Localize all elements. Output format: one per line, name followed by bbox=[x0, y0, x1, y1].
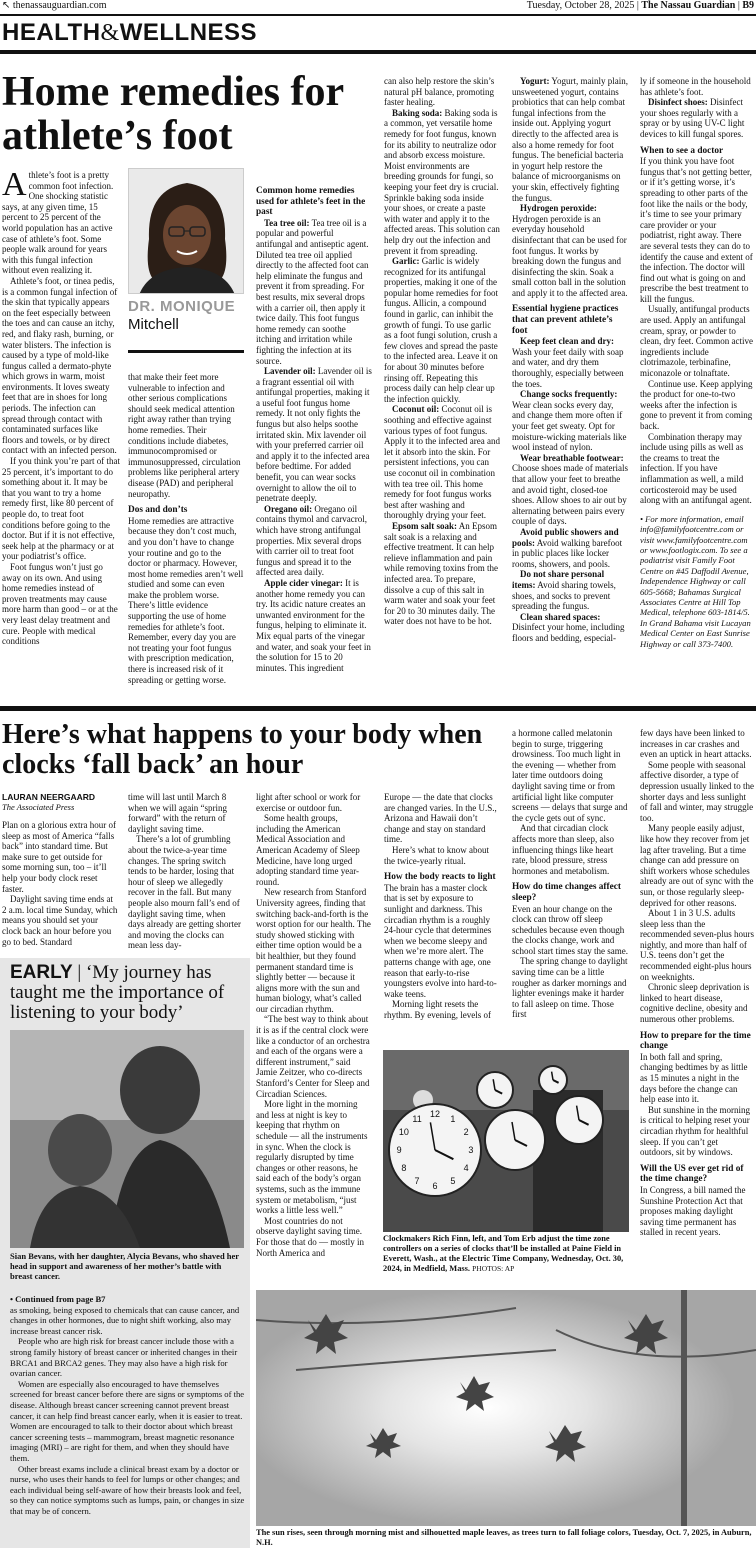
author-first-name: DR. MONIQUE bbox=[128, 298, 236, 315]
hygiene-item: Disinfect shoes: Disinfect your shoes regularly with a spray or by using UV-C light devices to kill fungal spores. bbox=[640, 97, 745, 139]
paragraph: In both fall and spring, changing bedtimes by as little as 15 minutes a night in the days before the change can help ease into it. bbox=[640, 1051, 748, 1105]
article2-col1 bbox=[2, 820, 118, 952]
paragraph: In Congress, a bill named the Sunshine Protection Act that proposes making daylight saving time permanent has stalled in recent years. bbox=[640, 1184, 746, 1238]
paragraph: Combination therapy may include using pills as well as the creams to treat the infection. If you have inflammation as well, a mild corticosteroid may be used along with an antifungal agent. bbox=[640, 431, 752, 506]
sleep-subhead: How do time changes affect sleep? bbox=[512, 882, 621, 903]
paragraph: few days have been linked to increases in car crashes and even an uptick in heart attacks. bbox=[640, 728, 752, 760]
lead-paragraph: Athlete’s foot is a pretty common foot infection. One shocking statistic says, at any given time, 15 percent to 25 percent of the world population has an active case of athlete’s foot. Some people walk around for years with this fungal infection without even realizing it. bbox=[2, 170, 114, 276]
maple-leaves-caption: The sun rises, seen through morning mist and silhouetted maple leaves, as trees turn to fall foliage colors, Tuesday, Oct. 7, 2025, in Auburn, N.H. bbox=[256, 1528, 752, 1547]
clock-number: 11 bbox=[412, 1113, 422, 1124]
article2-headline: Here’s what happens to your body when clocks ‘fall back’ an hour bbox=[2, 719, 483, 780]
paragraph: People who are high risk for breast cancer include those with a strong family history of breast cancer or inherited changes in their BRCA1 and BRCA2 genes. They may also have a high risk for ovarian cancer. bbox=[10, 1336, 238, 1379]
article2-col4 bbox=[384, 792, 500, 1046]
paragraph: Even an hour change on the clock can throw off sleep schedules because even though the clocks change, work and school start times stay the same. bbox=[512, 903, 628, 956]
paragraph: About 1 in 3 U.S. adults sleep less than the recommended seven-plus hours nightly, and more than half of U.S. teens don’t get the recommended eight-plus hours on weeknights. bbox=[640, 908, 754, 982]
clock-number: 4 bbox=[463, 1162, 469, 1173]
paragraph: New research from Stanford University agrees, finding that switching back-and-forth is the worst option for our health. The study showed sticking with either time option would be a bit healthier, but they found permanent standard time is slightly better — because it aligns more with the sun and human biology, what’s called our circadian rhythm. bbox=[256, 887, 371, 1014]
remedy-item: Epsom salt soak: An Epsom salt soak is a relaxing and effective treatment. It can help relieve inflammation and pain while removing toxins from the infected area. To prepare, dissolve a cup of this salt in warm water and soak your feet for 20 to 30 minutes daily. The water does not have to be hot. bbox=[384, 520, 498, 627]
paragraph: Many people easily adjust, like how they recover from jet lag after traveling. But a time change can add pressure on shift workers whose schedules already are out of sync with the sun, or those regularly sleep-deprived for other reasons. bbox=[640, 823, 754, 908]
section-title: HEALTH&WELLNESS bbox=[2, 19, 258, 46]
hygiene-item: Avoid public showers and pools: Avoid walking barefoot in public places like locker rooms, showers, and pools. bbox=[512, 526, 623, 569]
paragraph: Here’s what to know about the twice-yearly ritual. bbox=[384, 844, 489, 866]
author-last-name: Mitchell bbox=[128, 316, 179, 333]
hygiene-item: Change socks frequently: Wear clean socks every day, and change them more often if your feet get sweaty. Opt for moisture-wicking materials like wool instead of nylon. bbox=[512, 389, 627, 453]
early-body bbox=[10, 1294, 246, 1534]
paragraph: Morning light resets the rhythm. By evening, levels of bbox=[384, 999, 491, 1020]
remedy-item: Baking soda: Baking soda is a common, yet versatile home remedy for foot fungus, known for its ability to neutralize odor and absorb excess moisture. Moist environments are breeding grounds for fungi, so keeping your feet dry is crucial. Sprinkle baking soda inside your shoes, or create a paste with water and apply it to the affected areas. This solution can help dry out the infection and prevent it from spreading. bbox=[384, 107, 500, 256]
light-subhead: How the body reacts to light bbox=[384, 872, 496, 883]
clock-number: 6 bbox=[432, 1180, 438, 1191]
article1-col6 bbox=[640, 76, 754, 698]
paragraph: There’s a lot of grumbling about the twice-a-year time changes. The spring switch tends to be harder, losing that hour of sleep we allegedly recover in the fall. But many people also mourn fall’s end of daylight saving time, when days already are getting shorter and moving the clocks can mean less day- bbox=[128, 834, 241, 951]
remedy-item: Hydrogen peroxide: Hydrogen peroxide is an everyday household disinfectant that can be used for foot fungus. It works by breaking down the fungus and disinfecting the skin. Soak a small cotton ball in the solution and apply it to the affected area. bbox=[512, 203, 628, 298]
clock-number: 10 bbox=[398, 1127, 409, 1138]
clock-number: 7 bbox=[414, 1176, 420, 1187]
paragraph: Usually, antifungal products are used. Apply an antifungal cream, spray, or powder to clean, dry feet. Common active ingredients include clotrimazole, terbinafine, miconazole or tolnaftate. bbox=[640, 304, 753, 379]
remedy-item: Garlic: Garlic is widely recognized for its antifungal properties, making it one of the popular home remedies for foot fungus. Allicin, a compound found in garlic, can inhibit the growth of fungi. To use garlic as a foot fungi solution, crush a few cloves and spread the paste to the infected area. Leave it on for about 30 minutes before rinsing off. Repeating this process daily can help clear up the infection quickly. bbox=[384, 256, 498, 404]
continued-note: • Continued from page B7 bbox=[10, 1294, 106, 1304]
paragraph: can also help restore the skin’s natural pH balance, promoting faster healing. bbox=[384, 76, 495, 108]
doctor-subhead: When to see a doctor bbox=[640, 145, 724, 156]
author-rule bbox=[128, 350, 244, 353]
remedy-item: Lavender oil: Lavender oil is a fragrant essential oil with antifungal properties, making it a useful foot fungus home remedy. It not only fights the fungus but also helps soothe irritated skin. Mix lavender oil with your preferred carrier oil and apply it to the infected area before bedtime. For added benefit, you can wear socks overnight to allow the oil to penetrate deeply. bbox=[256, 366, 372, 504]
paragraph: The brain has a master clock that is set by exposure to sunlight and darkness. This circadian rhythm is a roughly 24-hour cycle that determines when we become sleepy and when we’re more alert. The patterns change with age, one reason that early-to-rise youngsters evolve into hard-to-wake teens. bbox=[384, 882, 497, 999]
author-photo bbox=[128, 168, 244, 294]
dos-and-donts-subhead: Dos and don’ts bbox=[128, 505, 188, 516]
paragraph: Chronic sleep deprivation is linked to heart disease, cognitive decline, obesity and numerous other problems. bbox=[640, 982, 750, 1025]
hygiene-item: Do not share personal items: Avoid sharing towels, shoes, and socks to prevent spreading the fungus. bbox=[512, 569, 616, 612]
paragraph: as smoking, being exposed to chemicals that can cause cancer, and changes in other hormones, due to night shift working, also may increase breast cancer risk. bbox=[10, 1304, 240, 1336]
clocks-photo bbox=[383, 1050, 629, 1232]
paragraph: Home remedies are attractive because they don’t cost much, and you don’t have to change your routine and go to the doctor or pharmacy. However, most home remedies aren’t well studied and some can even make the problem worse. There’s little evidence supporting the use of home remedies for athlete’s foot. Remember, every day you are not treating your foot fungus with prescription medication, there is increased risk of it spreading or getting worse. bbox=[128, 515, 244, 685]
remedies-subhead: Common home remedies used for athlete’s feet in the past bbox=[256, 186, 366, 218]
article1-col4 bbox=[384, 76, 500, 698]
remedy-item: Tea tree oil: Tea tree oil is a popular and powerful antifungal and antiseptic agent. Diluted tea tree oil applied directly to the affected foot can help eliminate the fungus and prevent it from spreading. For best results, mix several drops with a carrier oil, then apply it twice daily. This foot fungus home remedy can soothe itching and irritation while fighting the infection at its source. bbox=[256, 217, 369, 366]
paragraph: Other breast exams include a clinical breast exam by a doctor or nurse, who uses their hands to feel for lumps or other changes; and each individual being self-aware of how their breasts look and feel, so they can notice symptoms such as lumps, pain, or changes in size that may be of concern. bbox=[10, 1463, 245, 1516]
paragraph: a hormone called melatonin begin to surge, triggering drowsiness. Too much light in the evening — whether from later time outdoors doing daylight saving time or from artificial light like computer screens — delays that surge and the cycle gets out of sync. bbox=[512, 728, 628, 823]
early-photo bbox=[10, 1030, 244, 1248]
clock-number: 1 bbox=[450, 1113, 456, 1124]
paragraph: Women are especially also encouraged to have themselves screened for breast cancer before there are signs or symptoms of the disease. Although breast cancer screening cannot prevent breast cancer, it can help find breast cancer early, when it is easier to treat. Women are encouraged to talk to their doctor about which breast cancer screening tests – mammogram, breast magnetic resonance imaging (MRI) – are right for them, and when they should have them. bbox=[10, 1378, 245, 1463]
paragraph: The spring change to daylight saving time can be a little rougher as darker mornings and lighter evenings make it harder to fall asleep on time. Those first bbox=[512, 956, 628, 1020]
early-photo-caption: Sian Bevans, with her daughter, Alycia Bevans, who shaved her head in support and awareness of her mother’s battle with breast cancer. bbox=[10, 1251, 239, 1281]
paragraph: “The best way to think about it is as if the central clock were like a conductor of an orchestra and each of the organs were a different instrument,” said Jamie Zeitzer, who co-directs Stanford’s Center for Sleep and Circadian Sciences. bbox=[256, 1014, 370, 1099]
article1-col5 bbox=[512, 76, 628, 698]
hygiene-subhead: Essential hygiene practices that can prevent athlete’s foot bbox=[512, 304, 619, 336]
article1-col2 bbox=[128, 372, 244, 698]
top-bar bbox=[0, 0, 756, 14]
clock-face bbox=[539, 1066, 567, 1094]
paragraph: If you think you’re part of that 25 percent, it’s important to do something about it. It may be that you want to try a home remedy first, like 80 percent of people do, to treat foot conditions before going to the doctor. But if it is not effective, seek help at the pharmacy or at your podiatrist’s office. bbox=[2, 456, 120, 562]
prepare-subhead: How to prepare for the time change bbox=[640, 1030, 751, 1052]
dateline: Tuesday, October 28, 2025 | The Nassau Guardian | B9 bbox=[526, 0, 754, 11]
paragraph: Foot fungus won’t just go away on its own. And using home remedies instead of proven treatments may cause more harm than good – or at the very least delay treatment and cure. People with medical conditions bbox=[2, 561, 118, 647]
paragraph: If you think you have foot fungus that’s not getting better, or if it’s getting worse, it’s spreading to other parts of the foot like the nails or the body, it’s time to see your primary care provider or your podiatrist, right away. There are several tests they can do to identify the cause and extent of the infection. The doctor will find out what is going on and prescribe the best treatment to kill the fungus. bbox=[640, 156, 753, 304]
remedy-item: Oregano oil: Oregano oil contains thymol and carvacrol, which have strong antifungal properties. Mix several drops with carrier oil to treat foot fungus and spread it to the affected area daily. bbox=[256, 503, 367, 578]
clock-face bbox=[485, 1110, 545, 1170]
clock-face bbox=[389, 1104, 481, 1196]
remedy-item: Coconut oil: Coconut oil is soothing and effective against various types of foot fungus. Apply it to the infected area and let it absorb into the skin. For persistent infections, you can use coconut oil in combination with tea tree oil. This home remedy for foot fungus works best after washing and thoroughly drying your feet. bbox=[384, 404, 500, 521]
paragraph: But sunshine in the morning is critical to helping reset your circadian rhythm for healthful sleep. If you can’t get outdoors, sit by windows. bbox=[640, 1104, 750, 1158]
info-note: • For more information, email info@familyfootcentre.com or visit www.familyfootcentre.com or www.footlogix.com. To see a podiatrist visit Family Foot Centre on #45 Daffodil Avenue, Independence Highway or call 605-5668; Bahamas Surgical Associates Centre at Hill Top Medical, telephone 603-1814/5. In Grand Bahama visit Lucayan Medical Center on East Sunrise Highway or call 373-7400. bbox=[640, 513, 751, 649]
remedy-item: Yogurt: Yogurt, mainly plain, unsweetened yogurt, contains probiotics that can help combat fungal infections from the inside out. Applying yogurt directly to the affected area is also a home remedy for foot fungus. The beneficial bacteria in yogurt help restore the balance of microorganisms on your skin, effectively fighting the fungus. bbox=[512, 76, 628, 203]
paragraph: light after school or work for exercise or outdoor fun. bbox=[256, 792, 361, 813]
clock-number: 3 bbox=[468, 1145, 474, 1155]
clock-face bbox=[555, 1096, 603, 1144]
article1-col1 bbox=[2, 170, 120, 698]
article2-col5 bbox=[512, 728, 628, 1046]
drop-cap: A bbox=[2, 170, 27, 203]
article1-col3 bbox=[256, 180, 372, 698]
paragraph: Continue use. Keep applying the product for one-to-two weeks after the infection is gone to prevent it from coming back. bbox=[640, 378, 753, 431]
remedy-item: Apple cider vinegar: It is another home remedy you can try. Its acidic nature creates an unwanted environment for the fungus, helping to eliminate it. Mix equal parts of the vinegar and water, and soak your feet in the solution for 15 to 20 minutes. This ingredient bbox=[256, 577, 371, 673]
website-label[interactable]: ↖ thenassauguardian.com bbox=[2, 0, 107, 11]
paragraph: Daylight saving time ends at 2 a.m. local time Sunday, which means you should set your clock back an hour before you go to bed. Standard bbox=[2, 894, 118, 947]
article2-col6 bbox=[640, 728, 754, 1286]
hygiene-item: Wear breathable footwear: Choose shoes made of materials that allow your feet to breathe and avoid tight, closed-toe shoes. Allow shoes to air out by alternating between pairs every couple of days. bbox=[512, 452, 628, 527]
section-rule bbox=[0, 50, 756, 54]
article2-col3 bbox=[256, 792, 372, 1286]
paragraph: time will last until March 8 when we will again “spring forward” with the return of daylight saving time. bbox=[128, 792, 227, 834]
clocks-caption: Clockmakers Rich Finn, left, and Tom Erb adjust the time zone controllers on a series of clocks that’ll be installed at Paine Field in Everett, Wash., at the Electric Time Company, Wednesday, Oct. 30, 2024, in Medfield, Mass. PHOTOS: AP bbox=[383, 1234, 624, 1273]
paragraph: that make their feet more vulnerable to infection and other serious complications should seek medical attention right away rather than trying home remedies. Their conditions include diabetes, immunocompromised or immunosuppressed, circulation problems like peripheral artery disease (PAD) and peripheral neuropathy. bbox=[128, 372, 241, 499]
paragraph: Some people with seasonal affective disorder, a type of depression usually linked to the shorter days and less sunlight of fall and winter, may struggle too. bbox=[640, 759, 754, 823]
article2-col2 bbox=[128, 792, 244, 952]
paragraph: ly if someone in the household has athlete’s foot. bbox=[640, 76, 751, 97]
byline: LAURAN NEERGAARD bbox=[2, 792, 96, 802]
paragraph: And that circadian clock affects more than sleep, also influencing things like heart rate, blood pressure, stress hormones and metabolism. bbox=[512, 823, 615, 876]
top-rule bbox=[0, 14, 756, 16]
maple-leaves-photo bbox=[256, 1290, 756, 1526]
clock-face bbox=[477, 1072, 513, 1108]
clock-number: 2 bbox=[463, 1127, 469, 1138]
clock-number: 5 bbox=[450, 1176, 456, 1187]
congress-subhead: Will the US ever get rid of the time change? bbox=[640, 1163, 744, 1185]
paragraph: Europe — the date that clocks are changed varies. In the U.S., Arizona and Hawaii don’t change and stay on standard time. bbox=[384, 792, 497, 845]
paragraph: Athlete’s foot, or tinea pedis, is a common fungal infection of the skin that typically appears on the feet especially between the toes and can cause an itchy, red, and flaky rash, burning, or water blisters. The infection is caused by a type of mold-like fungus called a dermato-phyte which grows in warm, moist environments. It loves sweaty feet that are in shoes for long periods. The infection can spread through contact with contaminated surfaces like floors and towels, or by direct contact with an infected person. bbox=[2, 275, 118, 456]
hygiene-item: Clean shared spaces: Disinfect your home, including floors and bedding, especial- bbox=[512, 611, 625, 643]
clock-number: 8 bbox=[401, 1162, 407, 1173]
article1-headline: Home remedies for athlete’s foot bbox=[2, 69, 344, 159]
clock-number: 9 bbox=[396, 1145, 402, 1155]
paragraph: More light in the morning and less at night is key to keeping that rhythm on schedule — all the instruments in sync. When the clock is regularly disrupted by time changes or other reasons, he said each of the body’s organ systems, such as the immune system or metabolism, “just works a little less well.” bbox=[256, 1099, 368, 1216]
paragraph: Plan on a glorious extra hour of sleep as most of America “falls back” into standard time. But make sure to get outside for some morning sun, too – it’ll help your body clock reset faster. bbox=[2, 820, 116, 894]
paragraph: Most countries do not observe daylight saving time. For those that do — mostly in North America and bbox=[256, 1215, 364, 1258]
byline-org: The Associated Press bbox=[2, 802, 75, 812]
paragraph: Some health groups, including the American Medical Association and American Academy of Sleep Medicine, have long urged adopting standard time year-round. bbox=[256, 813, 360, 887]
clock-number: 12 bbox=[429, 1109, 441, 1120]
article-divider bbox=[0, 706, 756, 711]
early-headline: EARLY | ‘My journey has taught me the importance of listening to your body’ bbox=[10, 962, 225, 1023]
hygiene-item: Keep feet clean and dry: Wash your feet daily with soap and water, and dry them thoroughly, especially between the toes. bbox=[512, 336, 624, 389]
